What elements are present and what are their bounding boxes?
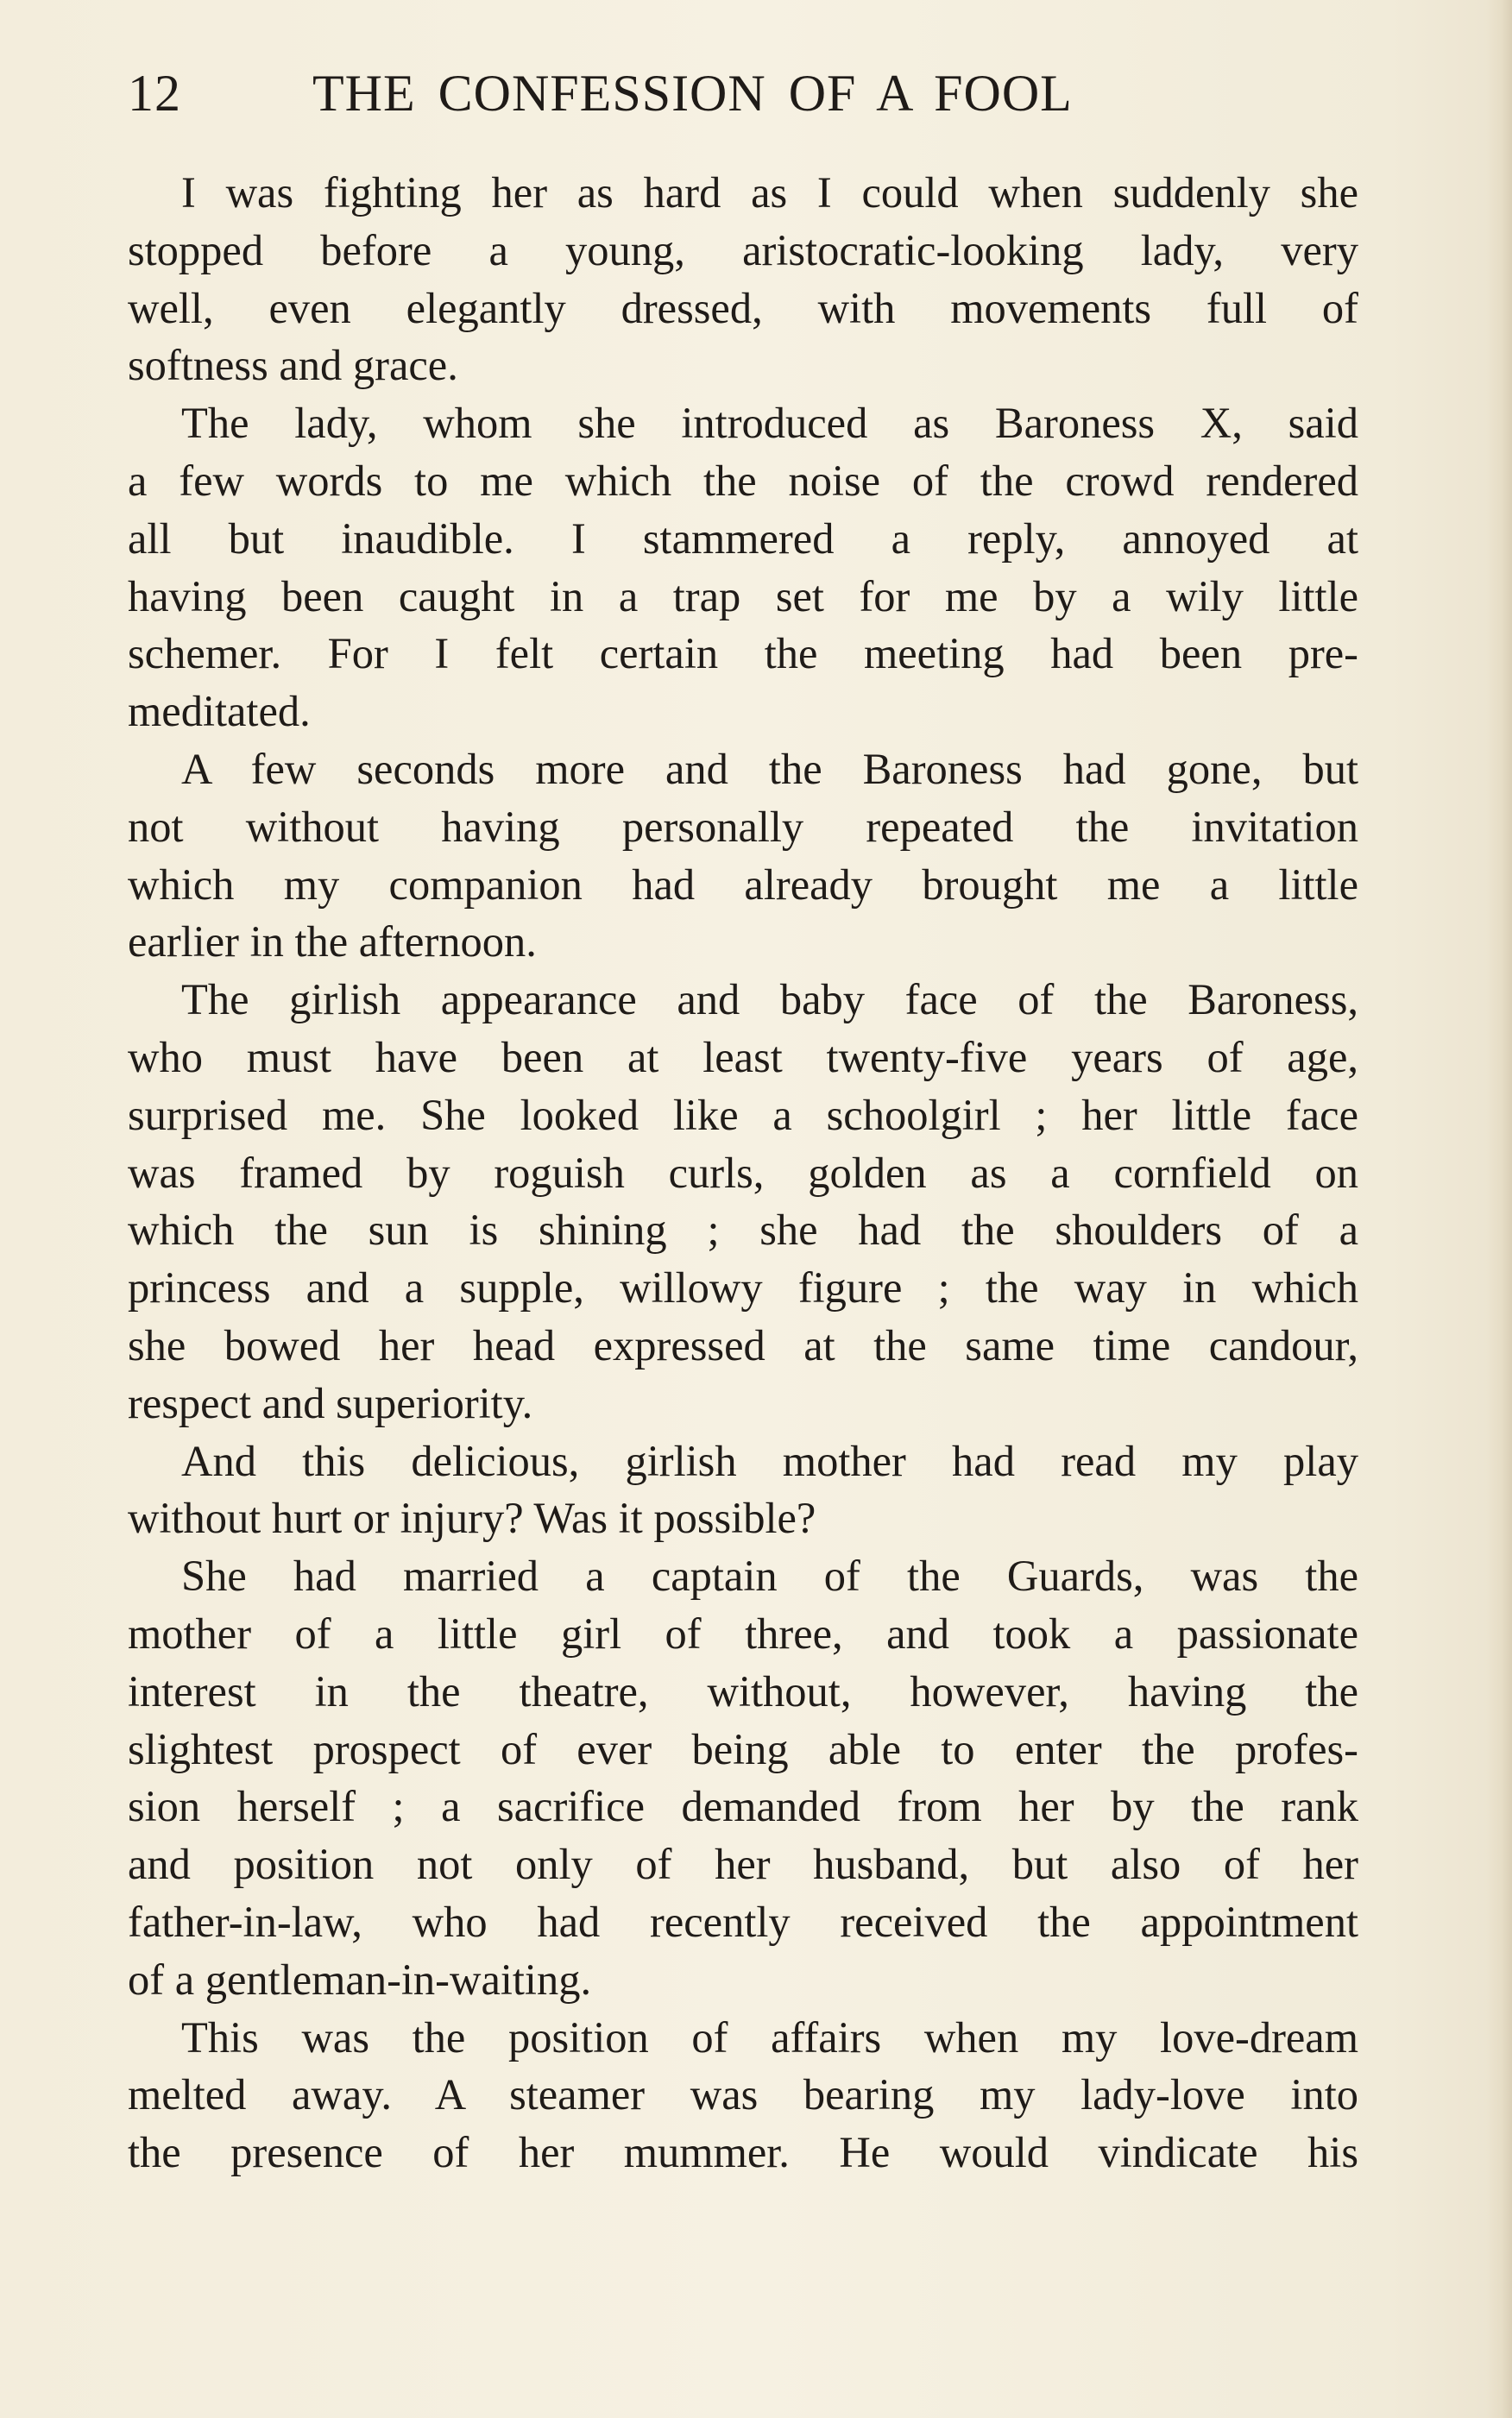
body-text <box>128 164 1358 2182</box>
text-line: earlier in the afternoon. <box>128 917 537 967</box>
text-line: meditated. <box>128 687 311 736</box>
text-line: sion herself ; a sacrifice demanded from her by the rank <box>128 1782 1358 1831</box>
text-line: stopped before a young, aristocratic-looking lady, very <box>128 225 1358 274</box>
text-line: I was fighting her as hard as I could when suddenly she <box>181 168 1358 217</box>
text-line: mother of a little girl of three, and took a passionate <box>128 1609 1358 1658</box>
running-header <box>128 59 1362 128</box>
text-line: which my companion had already brought me a little <box>128 860 1358 909</box>
text-line: A few seconds more and the Baroness had gone, but <box>181 744 1358 793</box>
text-line: a few words to me which the noise of the crowd rendered <box>128 456 1358 505</box>
page-number: 12 <box>128 65 181 122</box>
text-line: The girlish appearance and baby face of the Baroness, <box>181 975 1358 1024</box>
text-line: all but inaudible. I stammered a reply, annoyed at <box>128 513 1358 563</box>
text-line: surprised me. She looked like a schoolgirl ; her little face <box>128 1090 1358 1139</box>
text-line: she bowed her head expressed at the same time candour, <box>128 1320 1358 1370</box>
paragraph-3 <box>128 740 1358 971</box>
text-line: interest in the theatre, without, however, having the <box>128 1666 1358 1716</box>
text-line: well, even elegantly dressed, with movements full of <box>128 283 1358 332</box>
paragraph-2 <box>128 394 1358 740</box>
page-edge-shadow <box>1486 0 1512 2418</box>
paragraph-1 <box>128 164 1358 394</box>
text-line: slightest prospect of ever being able to enter the profes- <box>128 1724 1358 1773</box>
text-line: The lady, whom she introduced as Baroness X, said <box>181 399 1358 448</box>
text-line: And this delicious, girlish mother had read my play <box>181 1436 1358 1485</box>
text-line: without hurt or injury? Was it possible? <box>128 1494 816 1543</box>
text-line: having been caught in a trap set for me by a wily little <box>128 571 1358 620</box>
text-line: respect and superiority. <box>128 1378 533 1427</box>
text-line: softness and grace. <box>128 341 458 390</box>
text-line: which the sun is shining ; she had the shoulders of a <box>128 1206 1358 1255</box>
text-line: melted away. A steamer was bearing my lady-love into <box>128 2070 1358 2119</box>
text-line: of a gentleman-in-waiting. <box>128 1955 592 2004</box>
text-line: the presence of her mummer. He would vindicate his <box>128 2128 1358 2177</box>
text-line: was framed by roguish curls, golden as a cornfield on <box>128 1148 1358 1197</box>
text-line: This was the position of affairs when my love-dream <box>181 2012 1358 2062</box>
paragraph-6 <box>128 1547 1358 2008</box>
paragraph-7 <box>128 2009 1358 2182</box>
text-line: and position not only of her husband, but also of her <box>128 1840 1358 1889</box>
text-line: who must have been at least twenty-five years of age, <box>128 1032 1358 1081</box>
text-line: not without having personally repeated the invitation <box>128 802 1358 851</box>
text-line: She had married a captain of the Guards, was the <box>181 1552 1358 1601</box>
text-line: father-in-law, who had recently received the appointment <box>128 1897 1358 1946</box>
paragraph-4 <box>128 971 1358 1432</box>
text-line: princess and a supple, willowy figure ; the way in which <box>128 1263 1358 1313</box>
paragraph-5 <box>128 1433 1358 1548</box>
text-line: schemer. For I felt certain the meeting had been pre- <box>128 629 1358 678</box>
running-title: THE CONFESSION OF A FOOL <box>312 65 1073 122</box>
